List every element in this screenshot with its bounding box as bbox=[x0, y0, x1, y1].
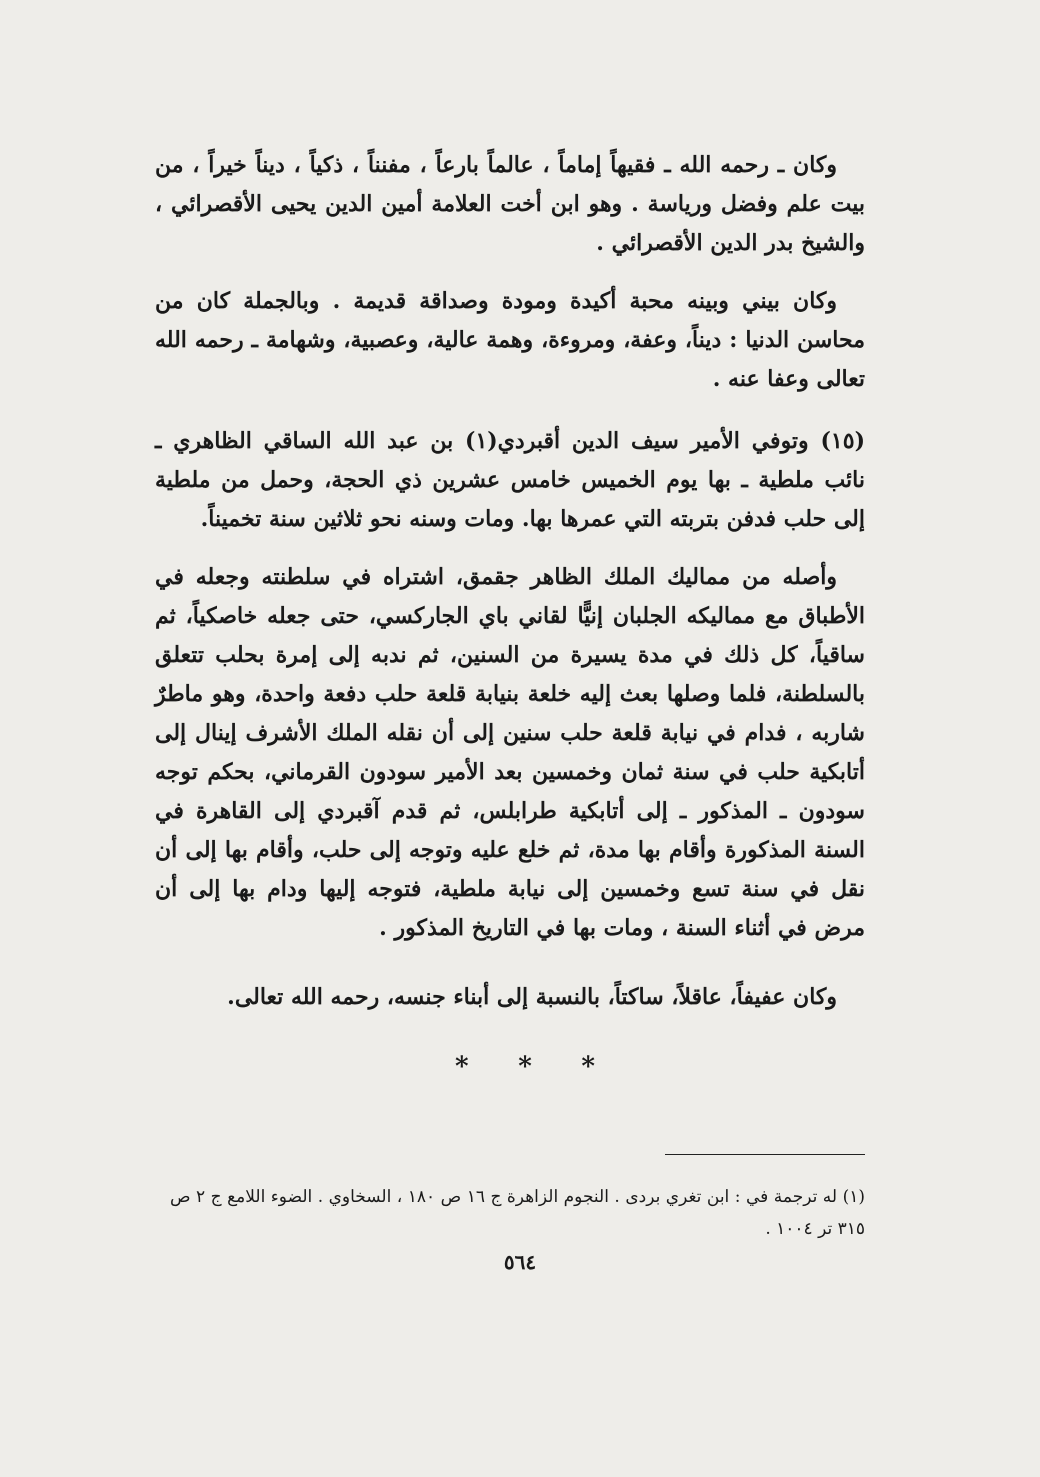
paragraph-text: وكان ـ رحمه الله ـ فقيهاً إماماً ، عالماً بارعاً ، مفنناً ، ذكياً ، ديناً خيراً ، من بيت علم وفضل ورياسة . وهو ابن أخت العلامة أمين الدين يحيى الأقصرائي ، والشيخ بدر الدين الأقصرائي . bbox=[155, 152, 865, 256]
separator-star: * bbox=[518, 1052, 532, 1082]
section-separator bbox=[455, 1052, 595, 1082]
paragraph-text: (١٥) وتوفي الأمير سيف الدين أقبردي(١) بن عبد الله الساقي الظاهري ـ نائب ملطية ـ بها يوم الخميس خامس عشرين ذي الحجة، وحمل من ملطية إلى حلب فدفن بتربته التي عمرها بها. ومات وسنه نحو ثلاثين سنة تخميناً. bbox=[155, 428, 865, 532]
paragraph-4 bbox=[155, 558, 865, 948]
page-number: ٥٦٤ bbox=[503, 1250, 537, 1274]
paragraph-2 bbox=[155, 282, 865, 399]
paragraph-3-entry-15 bbox=[155, 422, 865, 539]
paragraph-text: وأصله من مماليك الملك الظاهر جقمق، اشتراه في سلطنته وجعله في الأطباق مع مماليكه الجلبان إنيًّا لقاني باي الجاركسي، حتى جعله خاصكياً، ثم ساقياً، كل ذلك في مدة يسيرة من السنين، ثم ندبه إلى إمرة بحلب تتعلق بالسلطنة، فلما وصلها بعث إليه خلعة بنيابة قلعة حلب دفعة واحدة، وهو ماطرٌ شاربه ، فدام في نيابة قلعة حلب سنين إلى أن نقله الملك الأشرف إينال إلى أتابكية حلب في سنة ثمان وخمسين بعد الأمير سودون القرماني، بحكم توجه سودون ـ المذكور ـ إلى أتابكية طرابلس، ثم قدم آقبردي إلى القاهرة في السنة المذكورة وأقام بها مدة، ثم خلع عليه وتوجه إلى حلب، وأقام بها إلى أن نقل في سنة تسع وخمسين إلى نيابة ملطية، فتوجه إليها ودام بها إلى أن مرض في أثناء السنة ، ومات بها في التاريخ المذكور . bbox=[155, 564, 865, 941]
footnote-divider bbox=[665, 1154, 865, 1155]
paragraph-1 bbox=[155, 146, 865, 263]
paragraph-text: وكان عفيفاً، عاقلاً، ساكتاً، بالنسبة إلى أبناء جنسه، رحمه الله تعالى. bbox=[227, 984, 837, 1010]
separator-star: * bbox=[455, 1052, 469, 1082]
footnote: (١) له ترجمة في : ابن تغري بردى . النجوم الزاهرة ج ١٦ ص ١٨٠ ، السخاوي . الضوء اللامع ج ٢ ص ٣١٥ تر ١٠٠٤ . bbox=[170, 1187, 865, 1239]
paragraph-text: وكان بيني وبينه محبة أكيدة ومودة وصداقة قديمة . وبالجملة كان من محاسن الدنيا : ديناً، وعفة، ومروءة، وهمة عالية، وعصبية، وشهامة ـ رحمه الله تعالى وعفا عنه . bbox=[155, 288, 865, 392]
paragraph-5 bbox=[155, 978, 865, 1017]
separator-star: * bbox=[581, 1052, 595, 1082]
